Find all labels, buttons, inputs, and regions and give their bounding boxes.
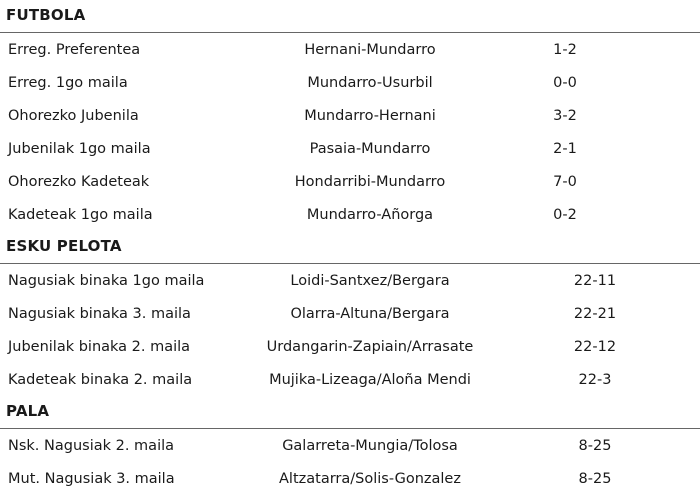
score-cell: 22-3 xyxy=(578,371,612,388)
category-cell: Kadeteak binaka 2. maila xyxy=(8,371,193,388)
category-cell: Jubenilak binaka 2. maila xyxy=(8,338,191,355)
match-cell: Hondarribi-Mundarro xyxy=(294,173,446,190)
category-cell: Nagusiak binaka 1go maila xyxy=(8,272,205,289)
table-row xyxy=(0,165,700,198)
category-cell: Ohorezko Jubenila xyxy=(8,107,139,124)
score-cell: 8-25 xyxy=(578,437,612,454)
match-cell: Mundarro-Usurbil xyxy=(307,74,433,91)
score-cell: 0-2 xyxy=(553,206,577,223)
score-cell: 2-1 xyxy=(553,140,577,157)
score-cell: 7-0 xyxy=(553,173,577,190)
score-cell: 22-11 xyxy=(573,272,617,289)
table-row xyxy=(0,297,700,330)
category-cell: Nagusiak binaka 3. maila xyxy=(8,305,191,322)
category-cell: Erreg. Preferentea xyxy=(8,41,141,58)
section-title: FUTBOLA xyxy=(0,0,700,33)
section-pala xyxy=(0,396,700,495)
table-row xyxy=(0,33,700,66)
section-title: PALA xyxy=(0,396,700,429)
score-cell: 1-2 xyxy=(553,41,577,58)
match-cell: Mujika-Lizeaga/Aloña Mendi xyxy=(269,371,471,388)
table-row xyxy=(0,429,700,462)
category-cell: Mut. Nagusiak 3. maila xyxy=(8,470,175,487)
match-cell: Mundarro-Añorga xyxy=(306,206,434,223)
section-title: ESKU PELOTA xyxy=(0,231,700,264)
category-cell: Erreg. 1go maila xyxy=(8,74,128,91)
table-row xyxy=(0,198,700,231)
category-cell: Jubenilak 1go maila xyxy=(8,140,151,157)
table-row xyxy=(0,363,700,396)
match-cell: Olarra-Altuna/Bergara xyxy=(290,305,450,322)
match-cell: Mundarro-Hernani xyxy=(304,107,436,124)
score-cell: 3-2 xyxy=(553,107,577,124)
match-cell: Urdangarin-Zapiain/Arrasate xyxy=(266,338,474,355)
table-row xyxy=(0,132,700,165)
section-futbola xyxy=(0,0,700,231)
match-cell: Galarreta-Mungia/Tolosa xyxy=(282,437,458,454)
score-cell: 22-21 xyxy=(573,305,617,322)
category-cell: Nsk. Nagusiak 2. maila xyxy=(8,437,175,454)
table-row xyxy=(0,99,700,132)
table-row xyxy=(0,330,700,363)
table-row xyxy=(0,462,700,495)
category-cell: Kadeteak 1go maila xyxy=(8,206,153,223)
score-cell: 8-25 xyxy=(578,470,612,487)
score-cell: 0-0 xyxy=(553,74,577,91)
match-cell: Loidi-Santxez/Bergara xyxy=(290,272,450,289)
table-row xyxy=(0,66,700,99)
match-cell: Altzatarra/Solis-Gonzalez xyxy=(279,470,461,487)
score-cell: 22-12 xyxy=(573,338,617,355)
table-row xyxy=(0,264,700,297)
match-cell: Pasaia-Mundarro xyxy=(309,140,431,157)
match-cell: Hernani-Mundarro xyxy=(304,41,436,58)
category-cell: Ohorezko Kadeteak xyxy=(8,173,150,190)
section-esku-pelota xyxy=(0,231,700,396)
